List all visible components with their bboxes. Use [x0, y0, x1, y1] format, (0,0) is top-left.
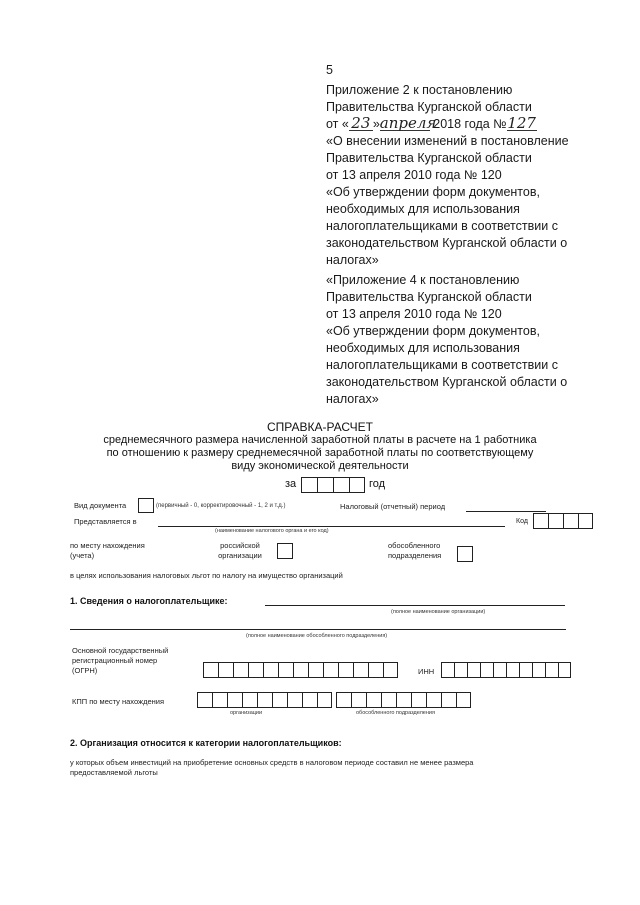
separate-div-label-2: подразделения: [388, 551, 442, 560]
appendix4-line: налогах»: [326, 392, 379, 406]
header-line: «О внесении изменений в постановление: [326, 134, 569, 148]
location-label-1: по месту нахождения: [70, 541, 145, 550]
ogrn-label-2: регистрационный номер: [72, 656, 158, 665]
header-line: налогоплательщиками в соответствии с: [326, 219, 558, 233]
appendix4-line: необходимых для использования: [326, 341, 520, 355]
header-line: законодательством Курганской области о: [326, 236, 568, 250]
date-year: 2018 года №: [433, 117, 507, 131]
russian-org-label-2: организации: [218, 551, 262, 560]
doc-type-hint: (первичный - 0, корректировочный - 1, 2 и т.д.): [156, 503, 286, 509]
appendix4-line: налогоплательщиками в соответствии с: [326, 358, 558, 372]
za-label: за: [285, 478, 297, 490]
separate-div-label-1: обособленного: [388, 541, 441, 550]
kpp-div-boxes[interactable]: [336, 692, 471, 708]
handwritten-number: 127: [507, 114, 536, 132]
tax-authority-caption: (наименование налогового органа и его код): [215, 528, 329, 534]
ogrn-boxes[interactable]: [203, 662, 398, 678]
header-line: Правительства Курганской области: [326, 100, 532, 114]
year-input-boxes[interactable]: [301, 477, 365, 493]
form-subtitle-2: по отношению к размеру среднемесячной заработной платы по соответствующему: [106, 447, 534, 459]
appendix4-line: «Приложение 4 к постановлению: [326, 273, 520, 287]
org-name-caption: (полное наименование организации): [391, 609, 486, 615]
location-label-2: (учета): [70, 551, 95, 560]
tax-period-line[interactable]: [466, 511, 546, 512]
submitted-to-label: Представляется в: [74, 517, 137, 526]
separate-div-checkbox[interactable]: [457, 546, 473, 562]
division-name-caption: (полное наименование обособленного подразделения): [246, 633, 388, 639]
tax-period-label: Налоговый (отчетный) период: [340, 502, 446, 511]
purpose-text: в целях использования налоговых льгот по налогу на имущество организаций: [70, 571, 343, 580]
appendix4-line: законодательством Курганской области о: [326, 375, 568, 389]
appendix4-line: «Об утверждении форм документов,: [326, 324, 540, 338]
header-line: Правительства Курганской области: [326, 151, 532, 165]
header-line: необходимых для использования: [326, 202, 520, 216]
date-prefix: от «: [326, 117, 349, 131]
section2-text-2: предоставляемой льготы: [70, 768, 158, 777]
appendix4-header: [326, 272, 567, 408]
header-line: налогах»: [326, 253, 379, 267]
kpp-label: КПП по месту нахождения: [72, 697, 165, 706]
code-boxes[interactable]: [533, 513, 593, 529]
division-name-line[interactable]: [70, 629, 566, 630]
ogrn-label-1: Основной государственный: [72, 646, 169, 655]
russian-org-label-1: российской: [220, 541, 260, 550]
date-mid: »: [372, 117, 380, 131]
doc-type-box[interactable]: [138, 498, 154, 513]
form-subtitle-1: среднемесячного размера начисленной заработной платы в расчете на 1 работника: [103, 434, 537, 446]
handwritten-day: 23: [349, 117, 373, 131]
tax-authority-line[interactable]: [158, 526, 505, 527]
header-line: «Об утверждении форм документов,: [326, 185, 540, 199]
kpp-div-caption: обособленного подразделения: [356, 710, 435, 716]
header-line: Приложение 2 к постановлению: [326, 83, 513, 97]
god-label: год: [369, 478, 386, 490]
header-line: от 13 апреля 2010 года № 120: [326, 168, 502, 182]
code-label: Код: [516, 518, 528, 525]
form-subtitle-3: виду экономической деятельности: [231, 460, 409, 472]
header-date-line: [326, 116, 569, 133]
appendix2-header: [326, 82, 569, 269]
kpp-org-boxes[interactable]: [197, 692, 332, 708]
ogrn-label-3: (ОГРН): [72, 666, 98, 675]
doc-type-label: Вид документа: [74, 501, 127, 510]
inn-label: ИНН: [418, 667, 435, 676]
section1-title: 1. Сведения о налогоплательщике:: [70, 596, 228, 606]
section2-title: 2. Организация относится к категории налогоплательщиков:: [70, 738, 342, 748]
section2-text-1: у которых объем инвестиций на приобретение основных средств в налоговом периоде составил не менее размера: [70, 758, 474, 767]
page-number: 5: [326, 63, 333, 77]
form-title: СПРАВКА-РАСЧЕТ: [266, 420, 374, 434]
appendix4-line: от 13 апреля 2010 года № 120: [326, 307, 502, 321]
inn-boxes[interactable]: [441, 662, 571, 678]
appendix4-line: Правительства Курганской области: [326, 290, 532, 304]
kpp-org-caption: организации: [230, 710, 263, 716]
russian-org-checkbox[interactable]: [277, 543, 293, 559]
org-name-line[interactable]: [265, 605, 565, 606]
handwritten-month: апреля: [379, 114, 437, 132]
